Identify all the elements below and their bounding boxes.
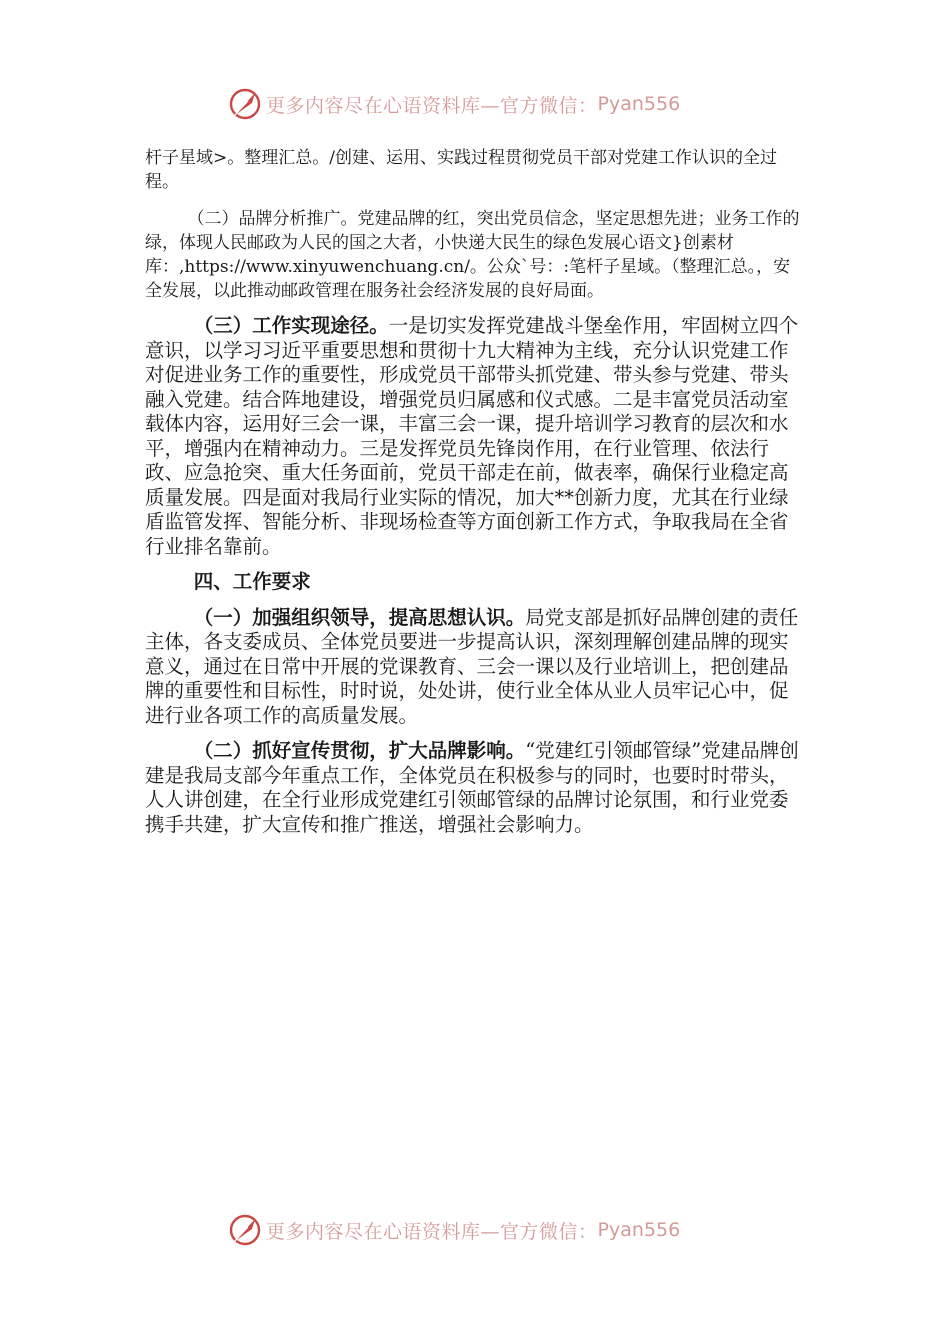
paragraph-title: （一）加强组织领导，提高思想认识。 xyxy=(193,605,526,629)
quill-logo-icon xyxy=(228,1213,262,1247)
paragraph-body: 一是切实发挥党建战斗堡垒作用，牢固树立四个意识，以学习习近平重要思想和贯彻十九大精神为主线，充分认识党建工作对促进业务工作的重要性，形成党员干部带头抓党建、带头参与党建、带头融入党建。结合阵地建设，增强党员归属感和仪式感。二是丰富党员活动室载体内容，运用好三会一课，丰富三会一课，提升培训学习教育的层次和水平，增强内在精神动力。三是发挥党员先锋岗作用，在行业管理、依法行政、应急抢突、重大任务面前，党员干部走在前，做表率，确保行业稳定高质量发展。四是面对我局行业实际的情况，加大**创新力度，尤其在行业绿盾监管发挥、智能分析、非现场检查等方面创新工作方式，争取我局在全省行业排名靠前。 xyxy=(145,314,799,558)
paragraph-publicity xyxy=(145,739,805,837)
footer-banner xyxy=(228,1210,680,1250)
banner-wechat-id: Pyan556 xyxy=(597,1219,681,1241)
banner-wechat-id: Pyan556 xyxy=(597,93,681,115)
paragraph-title: （三）工作实现途径。 xyxy=(193,314,389,337)
paragraph-leadership xyxy=(145,606,805,729)
quill-logo-icon xyxy=(228,87,262,121)
section-heading: 四、工作要求 xyxy=(193,570,311,593)
paragraph-body: “党建红引领邮管绿”党建品牌创建是我局支部今年重点工作，全体党员在积极参与的同时，也要时时带头，人人讲创建，在全行业形成党建红引领邮管绿的品牌讨论氛围，和行业党委携手共建，扩大宣传和推广推送，增强社会影响力。 xyxy=(145,739,799,836)
paragraph-brand-promotion: （二）品牌分析推广。党建品牌的红，突出党员信念，坚定思想先进；业务工作的绿，体现人民邮政为人民的国之大者，小快递大民生的绿色发展心语文}创素材库：,https://www.xinyuwenchuang.cn/。公众`号：:笔杆子星域。（整理汇总。，安全发展，以此推动邮政管理在服务社会经济发展的良好局面。 xyxy=(145,209,800,301)
header-banner xyxy=(228,84,680,124)
document-body xyxy=(145,146,805,837)
paragraph-implementation xyxy=(145,314,805,559)
banner-text: 更多内容尽在心语资料库—官方微信： xyxy=(266,1220,598,1243)
banner-text: 更多内容尽在心语资料库—官方微信： xyxy=(266,94,598,117)
paragraph-title: （二）抓好宣传贯彻，扩大品牌影响。 xyxy=(193,739,526,762)
paragraph-body: 局党支部是抓好品牌创建的责任主体，各支委成员、全体党员要进一步提高认识，深刻理解创建品牌的现实意义，通过在日常中开展的党课教育、三会一课以及行业培训上，把创建品牌的重要性和目标性，时时说，处处讲，使行业全体从业人员牢记心中，促进行业各项工作的高质量发展。 xyxy=(145,605,799,727)
paragraph-continuation: 杆子星域>。整理汇总。/创建、运用、实践过程贯彻党员干部对党建工作认识的全过程。 xyxy=(145,148,777,192)
